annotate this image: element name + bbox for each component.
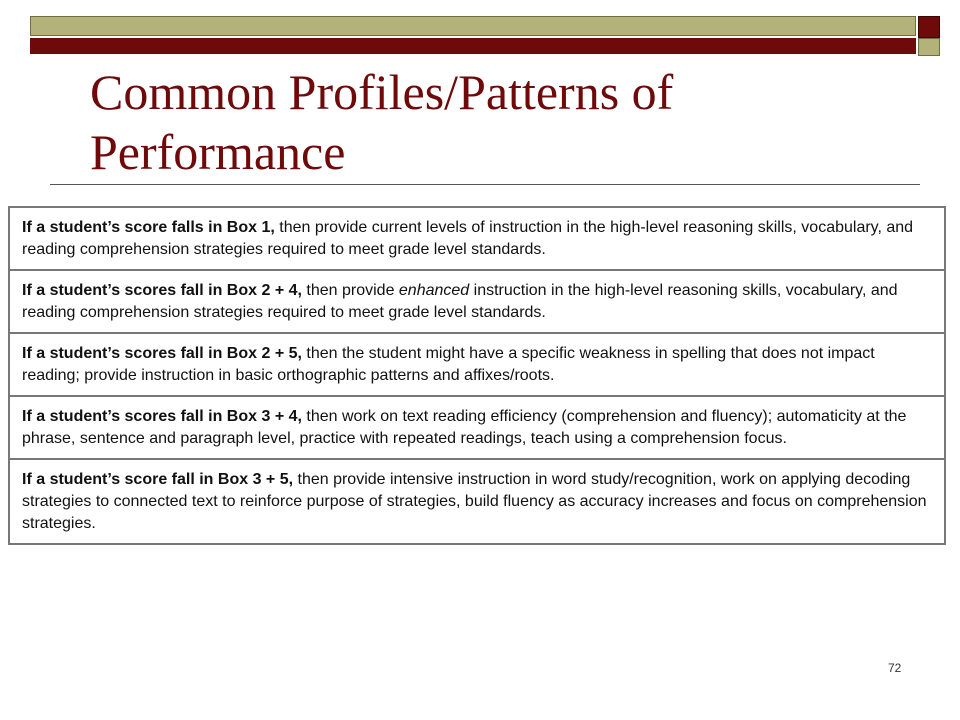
slide-header-decoration: [0, 0, 960, 60]
row-text: then the student might have a specific weakness in spelling that does not impact reading; provide instruction in basic orthographic patterns and affixes/roots.: [22, 345, 875, 384]
title-divider: [50, 184, 920, 185]
row-emphasis: enhanced: [398, 282, 470, 299]
row-text: then provide current levels of instruction in the high-level reasoning skills, vocabulary, and reading comprehension strategies required to meet grade level standards.: [22, 219, 914, 258]
table-row: [10, 460, 944, 543]
table-row: [10, 397, 944, 460]
page-number: 72: [888, 661, 902, 675]
table-row: [10, 208, 944, 271]
row-lead: If a student’s score fall in Box 3 + 5,: [22, 471, 294, 488]
row-text: then provide: [301, 282, 399, 299]
row-lead: If a student’s score falls in Box 1,: [22, 219, 275, 236]
row-text: then provide intensive instruction in word study/recognition, work on applying decoding strategies to connected text to reinforce purpose of strategies, build fluency as accuracy increases and focus on comprehension strategies.: [22, 471, 927, 532]
olive-header-band: [30, 16, 916, 36]
maroon-header-band: [30, 38, 916, 54]
table-row: [10, 271, 944, 334]
maroon-corner-square: [918, 16, 940, 38]
row-lead: If a student’s scores fall in Box 3 + 4,: [22, 408, 302, 425]
row-lead: If a student’s scores fall in Box 2 + 5,: [22, 345, 302, 362]
slide-title: Common Profiles/Patterns of Performance: [90, 64, 674, 180]
olive-corner-square: [918, 38, 940, 56]
row-text: instruction in the high-level reasoning skills, vocabulary, and reading comprehension strategies required to meet grade level standards.: [22, 282, 898, 321]
row-lead: If a student’s scores fall in Box 2 + 4,: [22, 282, 302, 299]
table-row: [10, 334, 944, 397]
row-text: then work on text reading efficiency (comprehension and fluency); automaticity at the phrase, sentence and paragraph level, practice with repeated readings, teach using a comprehension focus.: [22, 408, 907, 447]
profiles-table: [8, 206, 946, 545]
